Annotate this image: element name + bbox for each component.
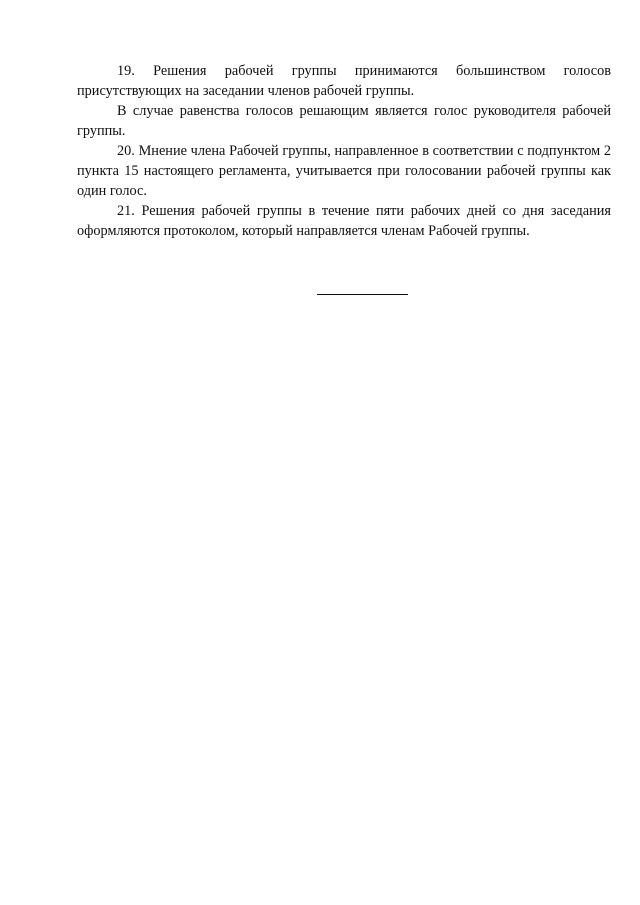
paragraph-19: 19. Решения рабочей группы принимаются большинством голосов присутствующих на заседании членов рабочей группы. — [77, 63, 611, 99]
paragraph-20: 20. Мнение члена Рабочей группы, направленное в соответствии с подпунктом 2 пункта 15 настоящего регламента, учитывается при голосовании рабочей группы как один голос. — [77, 143, 611, 199]
document-body — [77, 61, 611, 241]
paragraph-21: 21. Решения рабочей группы в течение пяти рабочих дней со дня заседания оформляются протоколом, который направляется членам Рабочей группы. — [77, 203, 611, 239]
paragraph-tie-vote: В случае равенства голосов решающим является голос руководителя рабочей группы. — [77, 103, 611, 139]
end-separator-line — [317, 294, 408, 295]
